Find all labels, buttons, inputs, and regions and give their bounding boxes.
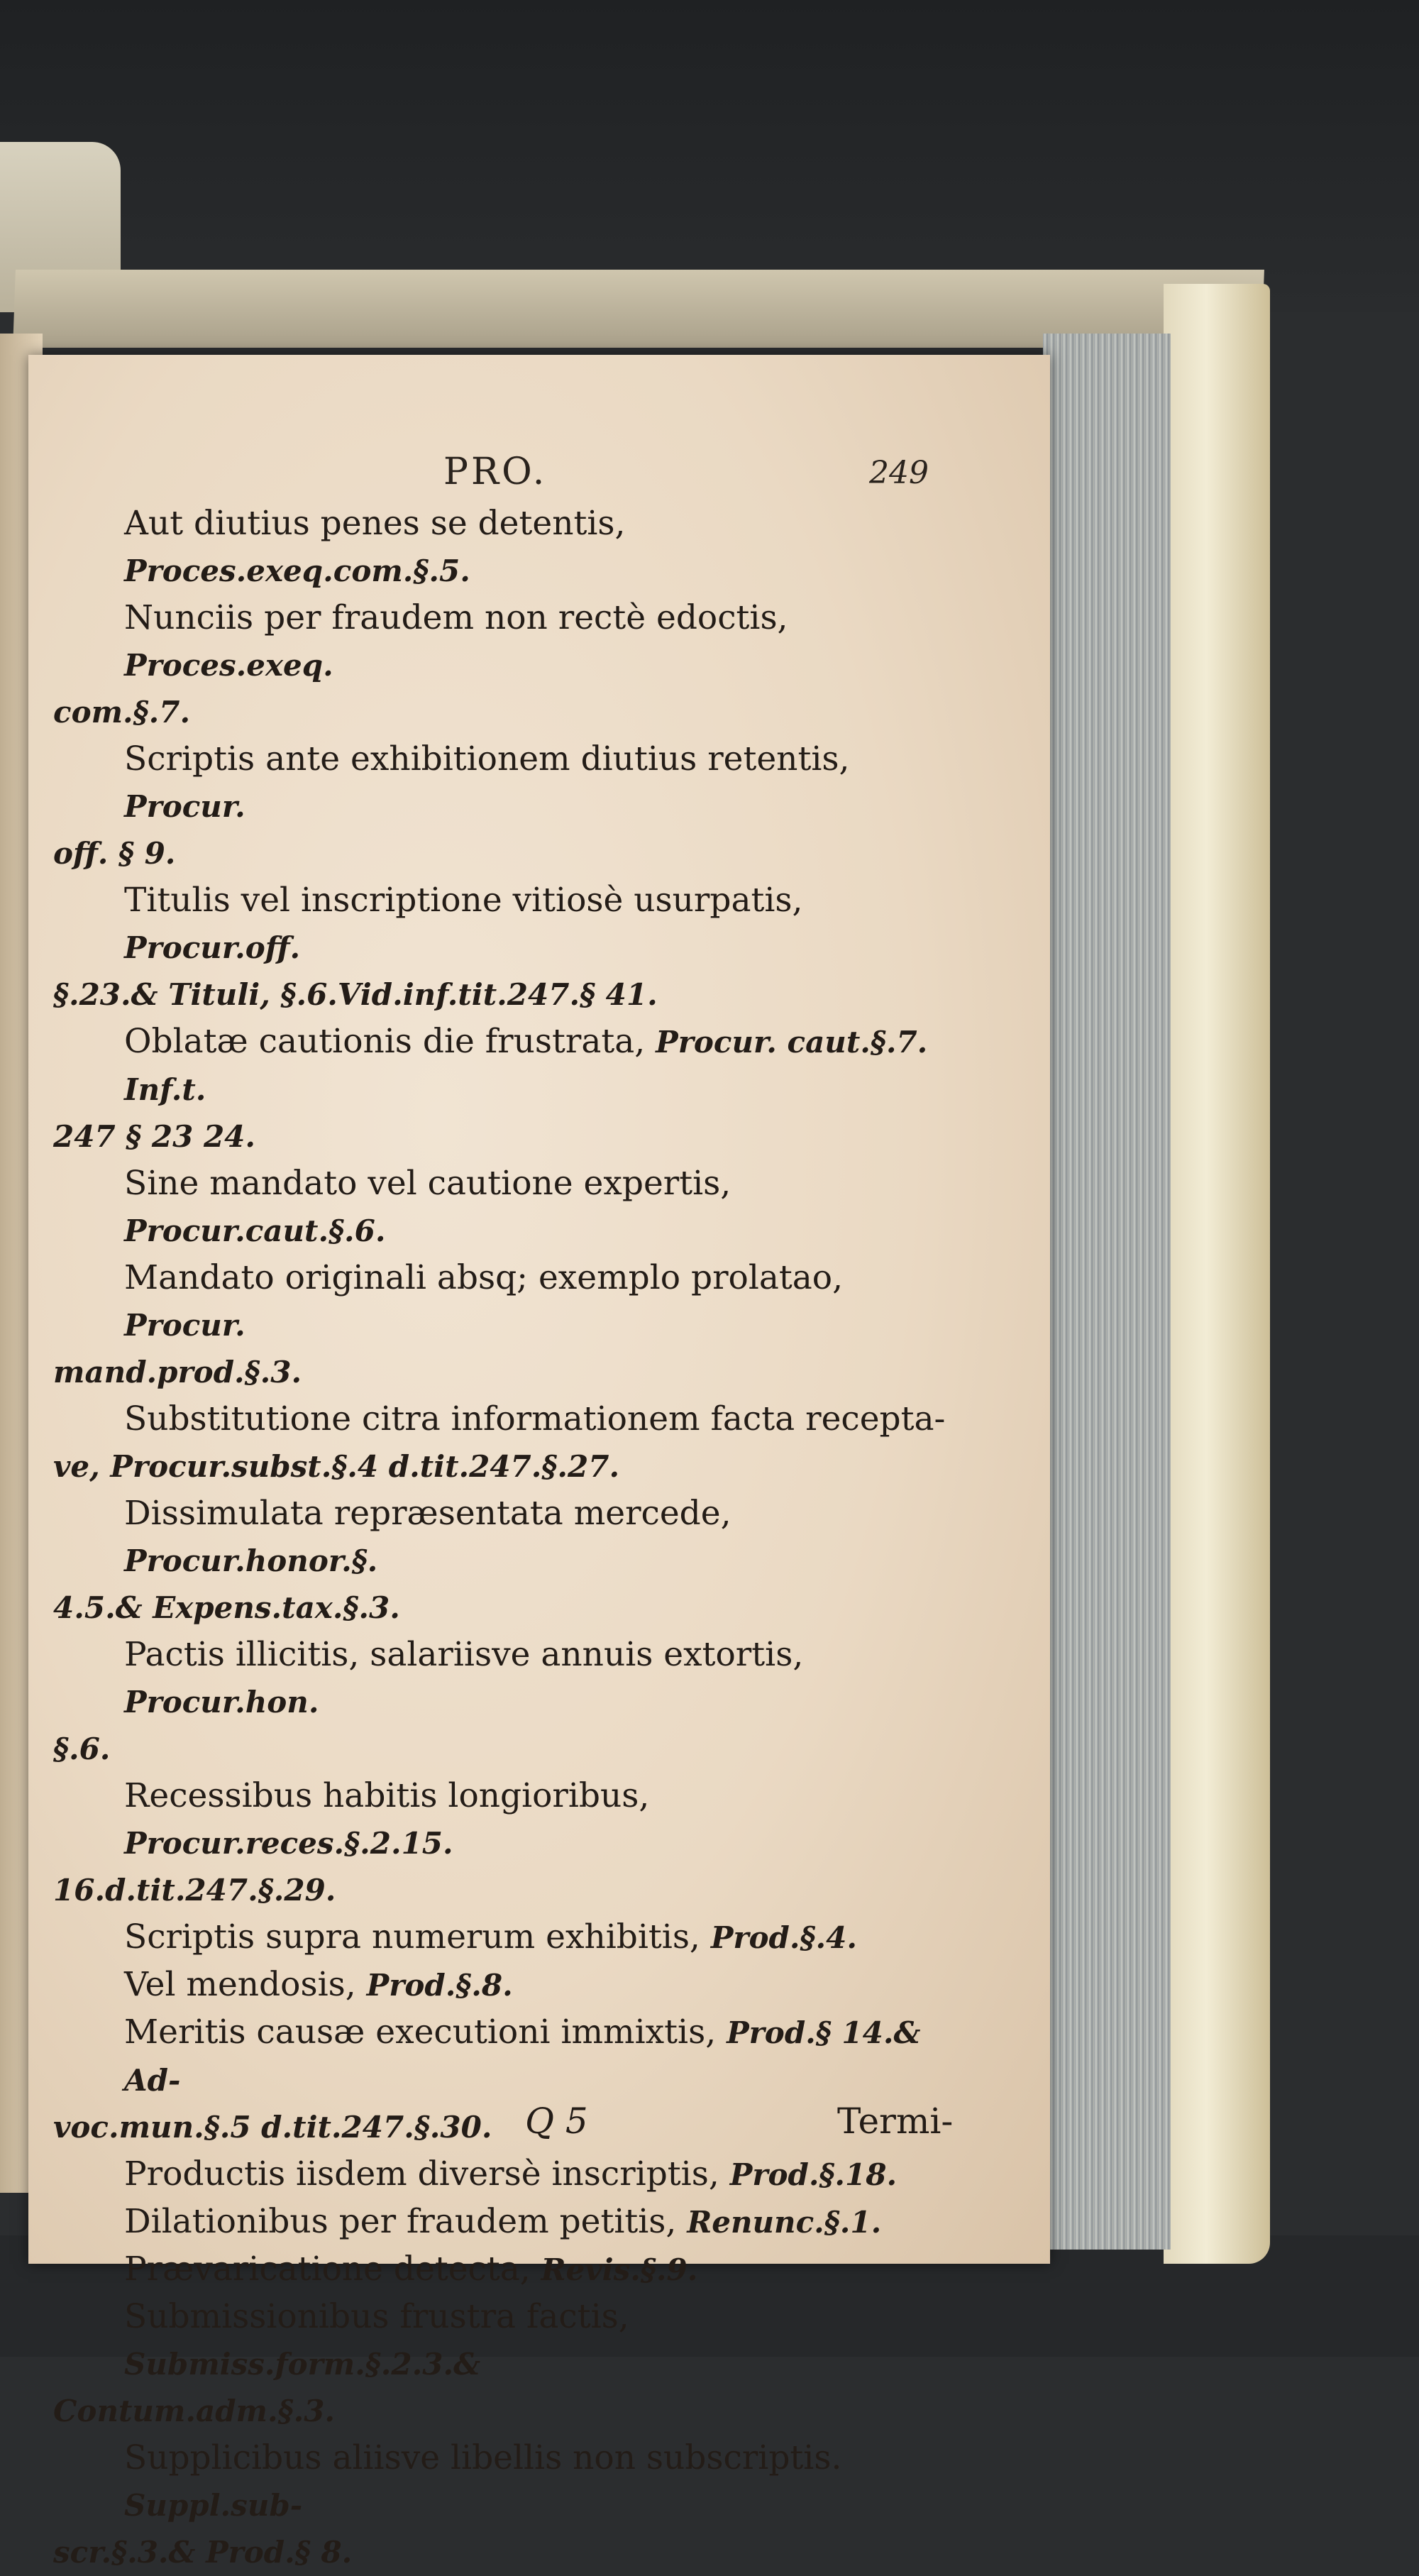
entry-heading: Mandato originali absq; exemplo prolatao, bbox=[124, 1258, 844, 1297]
entry-text bbox=[124, 1160, 954, 1255]
entry-text bbox=[124, 1773, 954, 1867]
entry-reference: Procur. bbox=[124, 1308, 245, 1343]
index-entry bbox=[53, 877, 954, 1018]
index-entry bbox=[124, 1160, 954, 1255]
entry-heading: Oblatæ cautionis die frustrata, bbox=[124, 1022, 646, 1061]
entry-continuation: §.6. bbox=[53, 1732, 111, 1766]
entry-text bbox=[124, 2435, 954, 2529]
entry-continuation: Contum.adm.§.3. bbox=[53, 2394, 336, 2428]
entry-reference: Submiss.form.§.2.3.& bbox=[124, 2347, 481, 2382]
entry-text bbox=[124, 877, 954, 971]
entry-reference: Renunc.§.1. bbox=[687, 2205, 882, 2240]
running-head: PRO. bbox=[443, 451, 548, 493]
entry-reference: Prod.§.4. bbox=[710, 1920, 857, 1955]
entry-continuation: voc.mun.§.5 d.tit.247.§.30. bbox=[53, 2110, 492, 2145]
entry-heading: Substitutione citra informationem facta recepta- bbox=[124, 1399, 946, 1438]
entry-text bbox=[124, 1255, 954, 1349]
entry-text bbox=[124, 500, 954, 595]
entry-reference: Proces.exeq. bbox=[124, 648, 333, 683]
signature-mark: Q 5 bbox=[525, 2101, 588, 2142]
index-entry bbox=[53, 1631, 954, 1773]
entry-heading: Dilationibus per fraudem petitis, bbox=[124, 2202, 677, 2241]
entry-continuation: off. § 9. bbox=[53, 836, 176, 871]
entry-heading: Submissionibus frustra factis, bbox=[124, 2297, 629, 2336]
entry-text bbox=[124, 2009, 954, 2104]
entry-heading: Nunciis per fraudem non rectè edoctis, bbox=[124, 598, 788, 637]
entry-continuation: mand.prod.§.3. bbox=[53, 1355, 302, 1389]
page-body bbox=[53, 500, 954, 2576]
index-entry bbox=[53, 1396, 954, 1490]
page-number: 249 bbox=[869, 455, 929, 491]
entry-reference: Suppl.sub- bbox=[124, 2488, 303, 2523]
entry-heading: Sine mandato vel cautione expertis, bbox=[124, 1164, 731, 1203]
entry-continuation: 16.d.tit.247.§.29. bbox=[53, 1873, 336, 1908]
entry-continuation: 247 § 23 24. bbox=[53, 1119, 256, 1154]
page-header bbox=[443, 451, 940, 493]
entry-heading: Vel mendosis, bbox=[124, 1965, 356, 2004]
index-entry bbox=[53, 1255, 954, 1396]
index-entry bbox=[124, 2198, 954, 2246]
entry-heading: Aut diutius penes se detentis, bbox=[124, 504, 626, 543]
entry-reference: Proces.exeq.com.§.5. bbox=[124, 554, 470, 588]
entry-heading: Titulis vel inscriptione vitiosè usurpatis, bbox=[124, 881, 803, 920]
entry-reference: Procur. bbox=[124, 789, 245, 824]
entry-heading: Scriptis supra numerum exhibitis, bbox=[124, 1917, 700, 1956]
entry-reference: Procur. caut.§.7. Inf.t. bbox=[124, 1025, 928, 1107]
entry-text bbox=[124, 1490, 954, 1585]
entry-text bbox=[124, 2246, 954, 2294]
entry-heading: Scriptis ante exhibitionem diutius retentis, bbox=[124, 739, 850, 778]
index-entry bbox=[53, 2294, 954, 2435]
entry-reference: Procur.hon. bbox=[124, 1685, 319, 1719]
entry-reference: Prod.§.18. bbox=[729, 2157, 898, 2192]
index-entry bbox=[53, 736, 954, 877]
entry-text bbox=[124, 1961, 954, 2009]
entry-heading: Meritis causæ executioni immixtis, bbox=[124, 2013, 717, 2052]
entry-text bbox=[124, 1631, 954, 1726]
entry-reference: Procur.off. bbox=[124, 930, 301, 965]
index-entry bbox=[53, 2435, 954, 2576]
catchword: Termi- bbox=[837, 2101, 954, 2142]
entry-reference: Prod.§ 14.& Ad- bbox=[124, 2015, 921, 2098]
index-entry bbox=[53, 1490, 954, 1631]
entry-text bbox=[124, 1914, 954, 1961]
entry-text bbox=[124, 1018, 954, 1113]
entry-reference: Procur.caut.§.6. bbox=[124, 1213, 386, 1248]
entry-reference: Procur.honor.§. bbox=[124, 1543, 378, 1578]
entry-continuation: §.23.& Tituli, §.6.Vid.inf.tit.247.§ 41. bbox=[53, 977, 658, 1012]
background-top bbox=[0, 0, 1419, 312]
entry-text bbox=[124, 2198, 954, 2246]
entry-text bbox=[124, 2294, 954, 2388]
entry-continuation: com.§.7. bbox=[53, 695, 191, 730]
entry-continuation: 4.5.& Expens.tax.§.3. bbox=[53, 1590, 400, 1625]
entry-reference: Procur.reces.§.2.15. bbox=[124, 1826, 453, 1861]
index-entry bbox=[124, 2151, 954, 2198]
entry-heading: Supplicibus aliisve libellis non subscriptis. bbox=[124, 2438, 842, 2477]
entry-heading: Pactis illicitis, salariisve annuis extortis, bbox=[124, 1635, 804, 1674]
index-entry bbox=[124, 500, 954, 595]
entry-heading: Dissimulata repræsentata mercede, bbox=[124, 1494, 731, 1533]
index-entry bbox=[124, 1961, 954, 2009]
entry-heading: Productis iisdem diversè inscriptis, bbox=[124, 2154, 719, 2194]
index-entry bbox=[124, 2246, 954, 2294]
index-entry bbox=[53, 1773, 954, 1914]
entry-reference: Prod.§.8. bbox=[366, 1968, 513, 2003]
index-entry bbox=[124, 1914, 954, 1961]
page-footer bbox=[525, 2101, 965, 2150]
page-stack-edge bbox=[1043, 334, 1171, 2250]
entry-text bbox=[124, 2151, 954, 2198]
entry-heading: Recessibus habitis longioribus, bbox=[124, 1776, 650, 1815]
entry-continuation: ve, Procur.subst.§.4 d.tit.247.§.27. bbox=[53, 1449, 620, 1484]
entry-text bbox=[124, 595, 954, 689]
book-cover bbox=[1164, 284, 1270, 2264]
entry-continuation: scr.§.3.& Prod.§ 8. bbox=[53, 2535, 353, 2570]
entry-text bbox=[124, 736, 954, 830]
entry-reference: Revis.§.9. bbox=[541, 2252, 698, 2287]
index-entry bbox=[53, 595, 954, 736]
entry-heading: Prævaricatione detecta, bbox=[124, 2250, 531, 2289]
index-entry bbox=[53, 1018, 954, 1160]
entry-text bbox=[124, 1396, 954, 1443]
